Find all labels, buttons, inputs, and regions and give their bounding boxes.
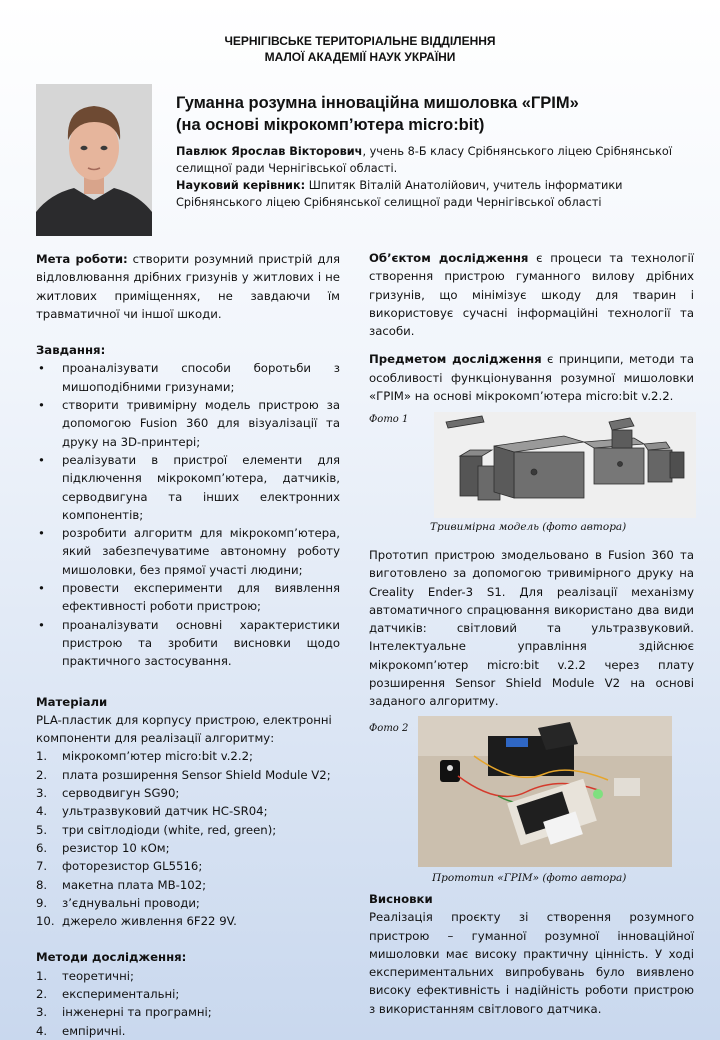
list-item	[36, 821, 340, 839]
photo-1-caption: Тривимірна модель (фото автора)	[430, 521, 627, 533]
authors-block	[176, 143, 686, 211]
poster-title	[176, 92, 676, 136]
subject-text: є принципи, методи та особливості функціонування розумної мишоловки «ГРІМ» на основі мікрокомп’ютера micro:bit v.2.2.	[369, 352, 694, 404]
list-item	[36, 985, 340, 1003]
title-line-2: (на основі мікрокомп’ютера micro:bit)	[176, 116, 485, 134]
list-item	[36, 1022, 340, 1040]
item-number: 5.	[36, 822, 48, 837]
item-number: 6.	[36, 840, 48, 855]
list-item: • розробити алгоритм для мікрокомп’ютера, який забезпечуватиме автономну роботу мишоловки, без прямої участі людини;	[36, 524, 340, 579]
list-item	[36, 912, 340, 930]
item-number: 3.	[36, 786, 48, 801]
photo-2-prototype	[418, 716, 672, 867]
item-text: макетна плата MB-102;	[62, 877, 207, 892]
materials-title: Матеріали	[36, 694, 108, 709]
item-number: 2.	[36, 767, 48, 782]
list-item	[36, 766, 340, 784]
author-desc: , учень 8-Б класу Срібнянського ліцею Срібнянської селищної ради Чернігівської області.	[176, 145, 672, 175]
item-text: серводвигун SG90;	[62, 786, 180, 801]
list-item: • проаналізувати способи боротьби з мишоподібними гризунами;	[36, 359, 340, 396]
goal-label: Мета роботи:	[36, 252, 128, 266]
list-item: • реалізувати в пристрої елементи для підключення мікрокомп’ютера, датчиків, серводвигуна та інших електронних компонентів;	[36, 451, 340, 524]
list-item	[36, 839, 340, 857]
photo-2-label: Фото 2	[369, 723, 409, 734]
goal-paragraph	[36, 250, 340, 323]
supervisor-label: Науковий керівник:	[176, 179, 306, 192]
item-text: три світлодіоди (white, red, green);	[62, 822, 277, 837]
left-column	[36, 250, 340, 1040]
header-line-1: ЧЕРНІГІВСЬКЕ ТЕРИТОРІАЛЬНЕ ВІДДІЛЕННЯ	[224, 34, 496, 48]
subject-label: Предметом дослідження	[369, 352, 542, 367]
supervisor-info	[176, 177, 686, 211]
list-item	[36, 967, 340, 985]
conclusions-title: Висновки	[369, 892, 433, 906]
item-text: теоретичні;	[62, 968, 134, 983]
goal-text: створити розумний пристрій для відловлювання дрібних гризунів у житлових і не житлових приміщеннях, не завдаючи їм травматичної чи іншої шкоди.	[36, 252, 340, 321]
item-text: резистор 10 кОм;	[62, 840, 170, 855]
list-item	[36, 1003, 340, 1021]
right-column	[369, 249, 694, 405]
item-number: 4.	[36, 1023, 48, 1038]
methods-title: Методи дослідження:	[36, 950, 187, 965]
photo-1-label: Фото 1	[369, 414, 409, 425]
author-info	[176, 143, 686, 177]
header-line-2: МАЛОЇ АКАДЕМІЇ НАУК УКРАЇНИ	[264, 50, 456, 64]
item-number: 7.	[36, 859, 48, 874]
list-item: • створити тривимірну модель пристрою за допомогою Fusion 360 для візуалізації та друку на 3D-принтері;	[36, 396, 340, 451]
materials-list	[36, 747, 340, 930]
list-item	[36, 876, 340, 894]
item-text: фоторезистор GL5516;	[62, 859, 203, 874]
item-text: мікрокомп’ютер micro:bit v.2.2;	[62, 749, 253, 764]
object-paragraph	[369, 249, 694, 340]
photo-2-caption: Прототип «ГРІМ» (фото автора)	[432, 872, 627, 884]
list-item	[36, 802, 340, 820]
item-number: 9.	[36, 895, 48, 910]
item-text: джерело живлення 6F22 9V.	[62, 914, 237, 929]
title-line-1: Гуманна розумна інноваційна мишоловка «ГРІМ»	[176, 94, 579, 112]
list-item: • провести експерименти для виявлення ефективності роботи пристрою;	[36, 579, 340, 616]
item-number: 8.	[36, 877, 48, 892]
item-text: емпіричні.	[62, 1023, 126, 1038]
materials-intro: PLA-пластик для корпусу пристрою, електронні компоненти для реалізації алгоритму:	[36, 712, 332, 746]
object-text: є процеси та технології створення пристрою гуманного вилову дрібних гризунів, що мінімізує шкоду для тварин і використовує сучасні інформаційні технології та засоби.	[369, 251, 694, 339]
author-portrait	[36, 84, 152, 236]
tasks-list	[36, 359, 340, 670]
organization-header	[0, 33, 720, 65]
item-number: 10.	[36, 914, 55, 929]
item-number: 4.	[36, 804, 48, 819]
photo-1-3d-model	[434, 412, 696, 518]
list-item	[36, 747, 340, 765]
list-item	[36, 894, 340, 912]
list-item: • проаналізувати основні характеристики пристрою та зробити висновки щодо практичного застосування.	[36, 616, 340, 671]
item-text: інженерні та програмні;	[62, 1005, 212, 1020]
item-text: плата розширення Sensor Shield Module V2;	[62, 767, 331, 782]
item-text: ультразвуковий датчик HC-SR04;	[62, 804, 268, 819]
conclusions-block	[369, 890, 694, 1018]
prototype-paragraph: Прототип пристрою змодельовано в Fusion 360 та виготовлено за допомогою тривимірного друку на Creality Ender-3 S1. Для реалізації механізму автоматичного спрацювання використано два види датчиків: світловий та ультразвуковий. Інтелектуальне управління здійснює мікрокомп’ютер micro:bit v.2.2 через плату розширення Sensor Shield Module V2 на основі заданого алгоритму.	[369, 548, 694, 709]
item-text: експериментальні;	[62, 986, 180, 1001]
supervisor-desc: Шпитяк Віталій Анатолійович, учитель інформатики Срібнянського ліцею Срібнянської селищної ради Чернігівської області	[176, 179, 623, 209]
object-label: Об’єктом дослідження	[369, 251, 529, 265]
item-text: з’єднувальні проводи;	[62, 895, 200, 910]
item-number: 1.	[36, 749, 48, 764]
author-name: Павлюк Ярослав Вікторович	[176, 145, 363, 158]
methods-list	[36, 967, 340, 1040]
subject-paragraph	[369, 350, 694, 405]
item-number: 1.	[36, 968, 48, 983]
conclusions-text: Реалізація проєкту зі створення розумного пристрою – гуманної розумної інноваційної мишоловки має високу практичну цінність. У ході експериментальних випробувань було виявлено високу ефективність і надійність роботи пристрою з використанням світлового датчика.	[369, 910, 694, 1016]
list-item	[36, 784, 340, 802]
item-number: 2.	[36, 986, 48, 1001]
item-number: 3.	[36, 1005, 48, 1020]
list-item	[36, 857, 340, 875]
tasks-title: Завдання:	[36, 343, 106, 358]
